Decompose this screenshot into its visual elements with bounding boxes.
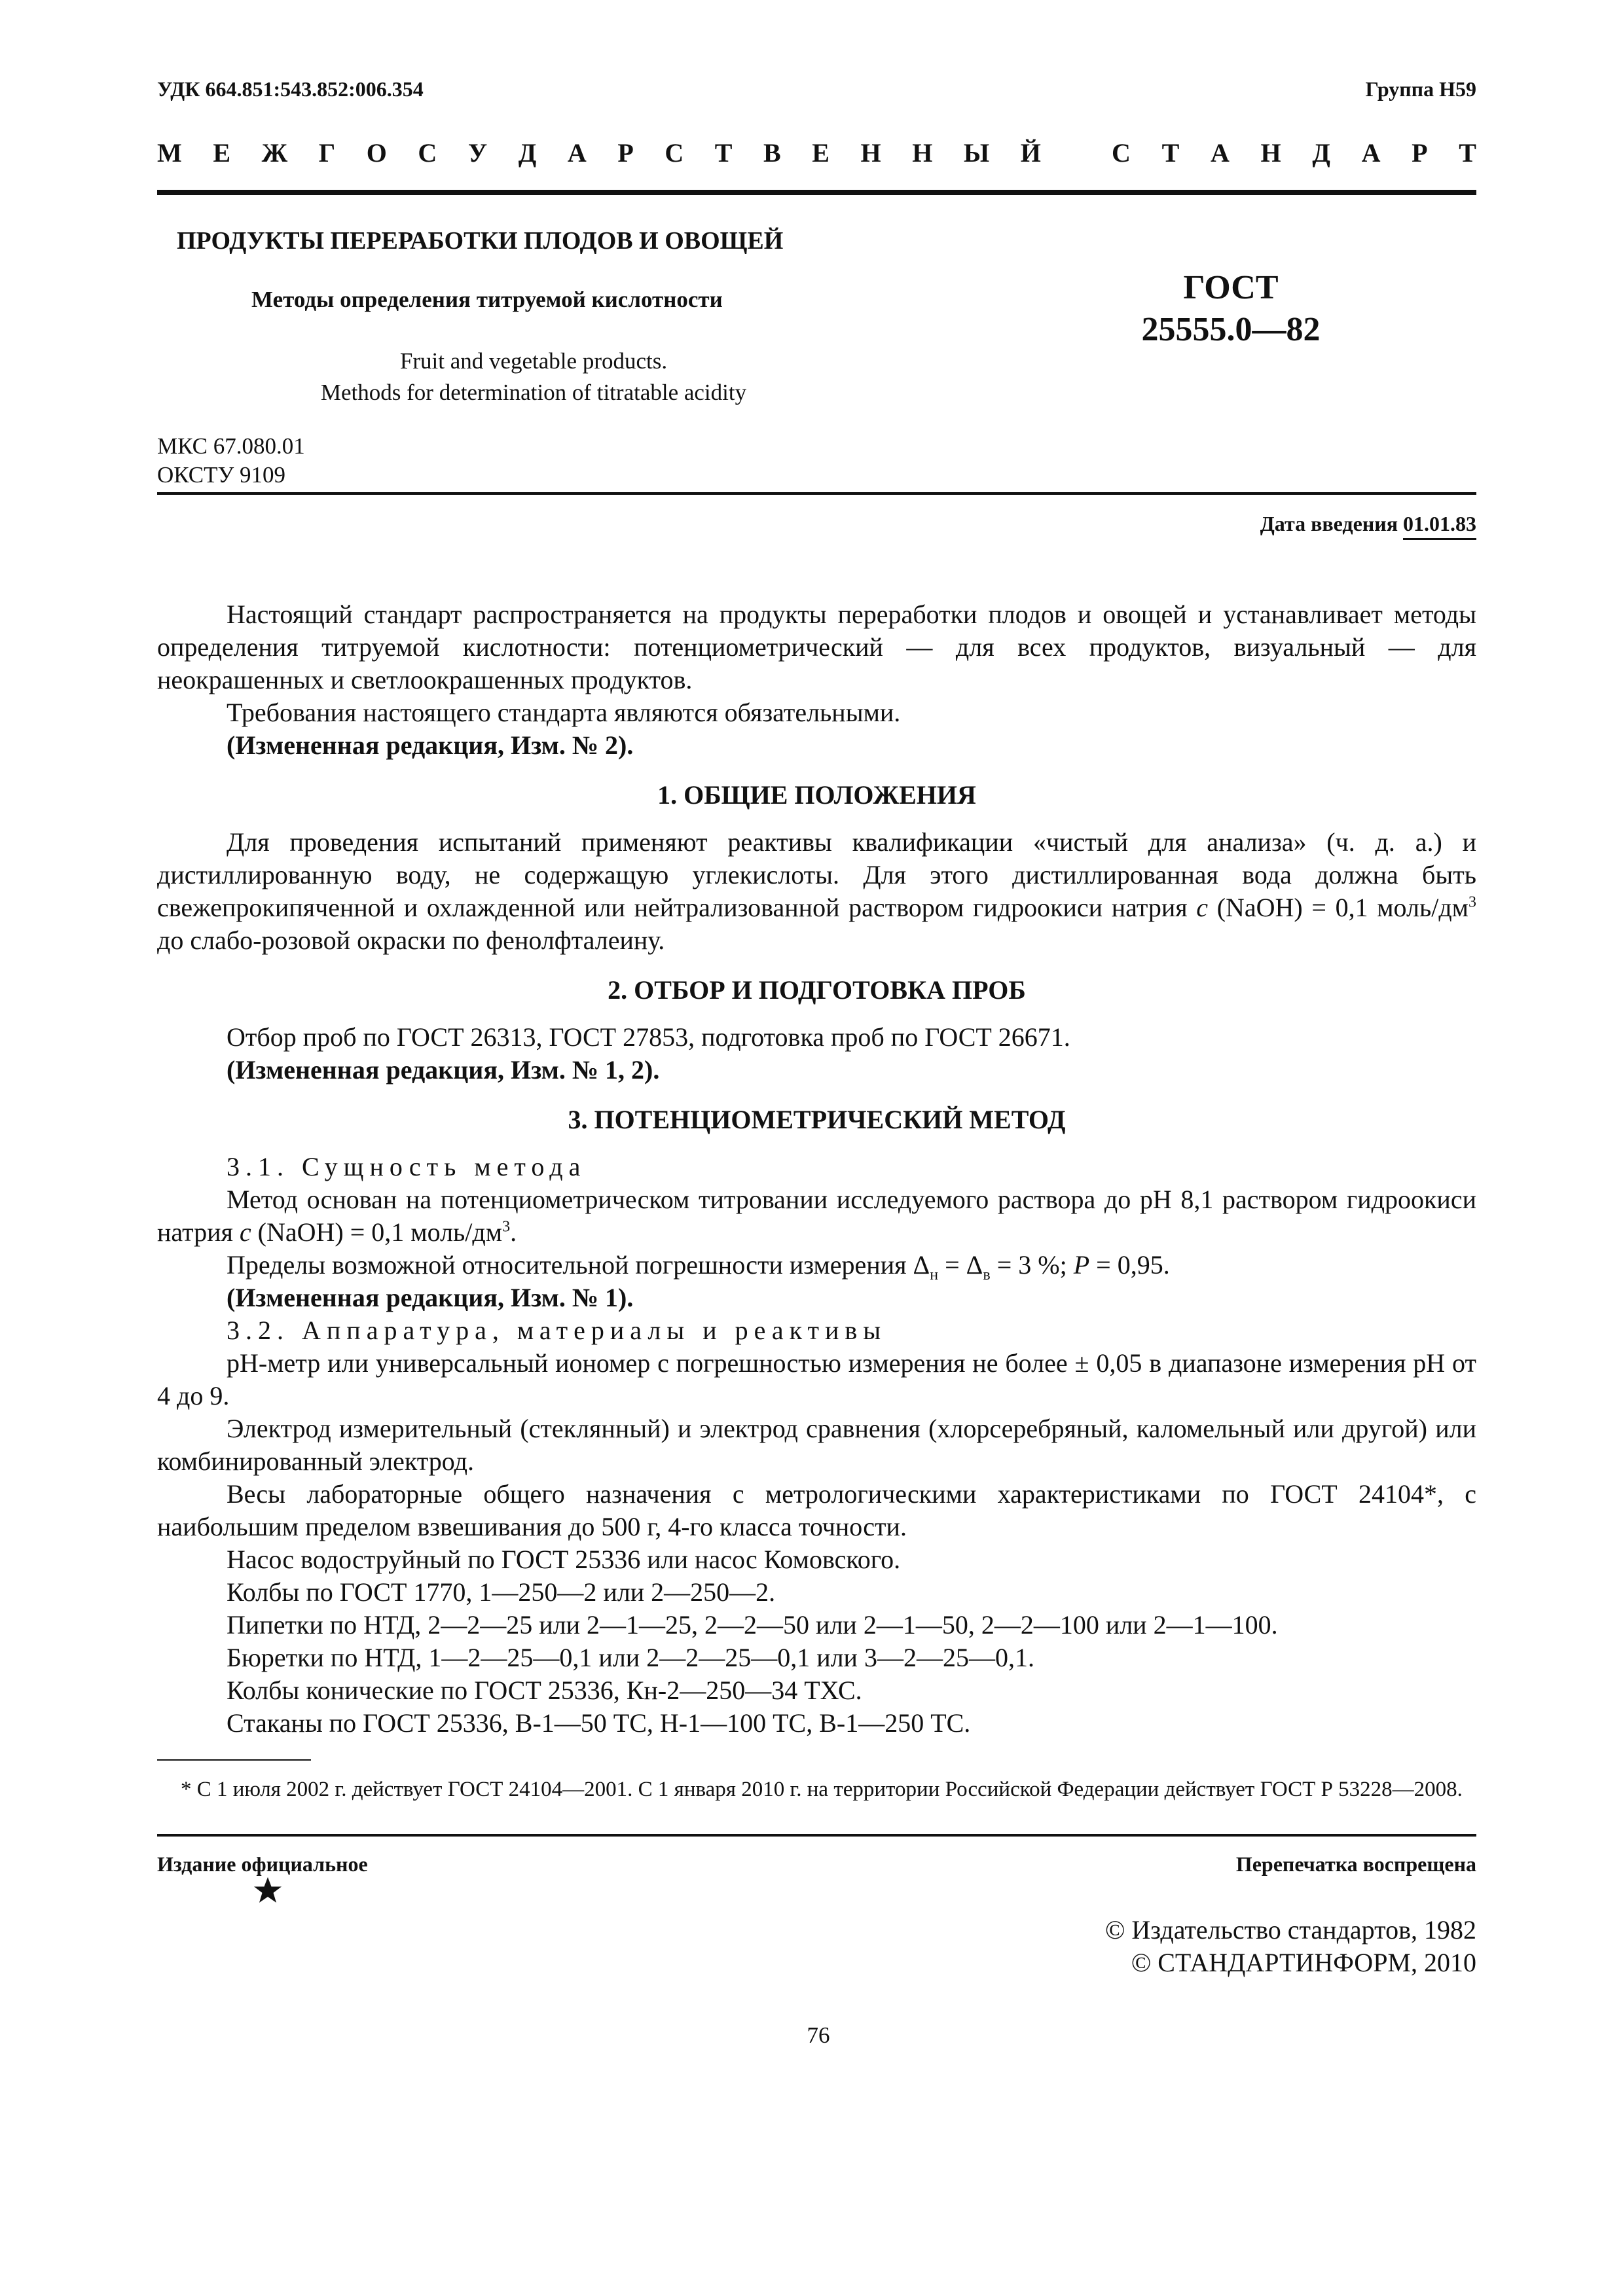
s31-err-a: Пределы возможной относительной погрешности измерения Δ bbox=[227, 1250, 930, 1280]
banner-word2-letter: А bbox=[1210, 138, 1230, 168]
footer-rule bbox=[157, 1834, 1476, 1837]
s31-err-b: = Δ bbox=[938, 1250, 983, 1280]
banner-word1-letter: Д bbox=[518, 138, 537, 168]
banner-word1-letter: Ж bbox=[261, 138, 288, 168]
banner-word2-letter: Т bbox=[1459, 138, 1476, 168]
banner-word1-letter: О bbox=[366, 138, 387, 168]
section-2-heading: 2. ОТБОР И ПОДГОТОВКА ПРОБ bbox=[608, 975, 1026, 1005]
copyright-line-1: © Издательство стандартов, 1982 bbox=[1104, 1915, 1476, 1945]
section-2-paragraph: Отбор проб по ГОСТ 26313, ГОСТ 27853, подготовка проб по ГОСТ 26671. bbox=[227, 1022, 1070, 1052]
s31-err-c: = 3 %; bbox=[990, 1250, 1074, 1280]
banner-word1-letter: Е bbox=[812, 138, 830, 168]
subsection-3-1-amendment: (Измененная редакция, Изм. № 1). bbox=[227, 1283, 634, 1312]
intro-date bbox=[1260, 512, 1476, 536]
udk-code: УДК 664.851:543.852:006.354 bbox=[157, 77, 424, 101]
section-3-heading: 3. ПОТЕНЦИОМЕТРИЧЕСКИЙ МЕТОД bbox=[568, 1105, 1066, 1134]
equipment-item: Пипетки по НТД, 2—2—25 или 2—1—25, 2—2—50 или 2—1—50, 2—2—100 или 2—1—100. bbox=[227, 1610, 1278, 1640]
s1-text-b: (NaOH) = 0,1 моль/дм bbox=[1208, 893, 1468, 922]
equipment-item: Колбы конические по ГОСТ 25336, Кн-2—250—34 ТХС. bbox=[227, 1676, 862, 1705]
s1-var-c: c bbox=[1196, 893, 1209, 922]
equipment-item: Весы лабораторные общего назначения с метрологическими характеристиками по ГОСТ 24104*, с наибольшим пределом взвешивания до 500 г, 4-го класса точности. bbox=[157, 1479, 1476, 1541]
intro-date-value: 01.01.83 bbox=[1403, 512, 1476, 540]
s31-var-c: c bbox=[239, 1217, 251, 1247]
gost-label: ГОСТ bbox=[1183, 269, 1279, 306]
banner-word1-letter: А bbox=[567, 138, 587, 168]
group-code: Группа Н59 bbox=[1365, 77, 1476, 101]
equipment-item: Стаканы по ГОСТ 25336, В-1—50 ТС, Н-1—100 ТС, В-1—250 ТС. bbox=[227, 1708, 971, 1738]
banner-word1-letter: Р bbox=[617, 138, 634, 168]
classifier-codes bbox=[157, 432, 305, 490]
banner-word1-letter: С bbox=[665, 138, 684, 168]
banner-word1-letter: М bbox=[157, 138, 182, 168]
gost-designation bbox=[1100, 267, 1362, 351]
banner-word1-letter: С bbox=[418, 138, 437, 168]
equipment-item: Электрод измерительный (стеклянный) и электрод сравнения (хлорсеребряный, каломельный или другой) или комбинированный электрод. bbox=[157, 1414, 1476, 1476]
equipment-item: Колбы по ГОСТ 1770, 1—250—2 или 2—250—2. bbox=[227, 1577, 776, 1607]
banner-word1-letter: Ы bbox=[963, 138, 990, 168]
okstu-code: ОКСТУ 9109 bbox=[157, 462, 286, 488]
intro-amendment: (Измененная редакция, Изм. № 2). bbox=[227, 730, 634, 760]
s1-sup: 3 bbox=[1468, 893, 1476, 911]
banner-word2-letter: Д bbox=[1312, 138, 1330, 168]
intro-mandatory: Требования настоящего стандарта являются обязательными. bbox=[227, 698, 901, 727]
copyright-line-2: © СТАНДАРТИНФОРМ, 2010 bbox=[1131, 1948, 1476, 1977]
s31-sup: 3 bbox=[502, 1218, 511, 1236]
banner-word1-letter: В bbox=[763, 138, 781, 168]
section-1-heading: 1. ОБЩИЕ ПОЛОЖЕНИЯ bbox=[657, 780, 976, 810]
intro-paragraph: Настоящий стандарт распространяется на продукты переработки плодов и овощей и устанавливает методы определения титруемой кислотности: потенциометрический — для всех продуктов, визуальный — для неокрашенных и светлоокрашенных продуктов. bbox=[157, 600, 1476, 694]
subsection-3-1-error-limits bbox=[157, 1249, 1476, 1282]
english-title-line1: Fruit and vegetable products. bbox=[399, 348, 668, 374]
banner-word2-letter: Н bbox=[1260, 138, 1281, 168]
gost-number: 25555.0—82 bbox=[1141, 311, 1321, 348]
s31-err-sub1: н bbox=[930, 1266, 939, 1283]
s1-text-c: до слабо-розовой окраски по фенолфталеину. bbox=[157, 925, 665, 955]
equipment-item: Насос водоструйный по ГОСТ 25336 или насос Комовского. bbox=[227, 1545, 901, 1574]
english-title-line2: Methods for determination of titratable acidity bbox=[320, 380, 747, 405]
subsection-3-1-title: 3.1. Сущность метода bbox=[227, 1152, 587, 1181]
main-body bbox=[157, 598, 1476, 1740]
subsection-3-1-paragraph bbox=[157, 1183, 1476, 1249]
document-subtitle: Методы определения титруемой кислотности bbox=[251, 287, 723, 312]
official-edition-label: Издание официальное bbox=[157, 1852, 368, 1876]
s31-text-c: . bbox=[510, 1217, 517, 1247]
equipment-item: pH-метр или универсальный иономер с погрешностью измерения не более ± 0,05 в диапазоне измерения pH от 4 до 9. bbox=[157, 1348, 1476, 1410]
intro-date-label: Дата введения bbox=[1260, 512, 1398, 535]
equipment-item: Бюретки по НТД, 1—2—25—0,1 или 2—2—25—0,1 или 3—2—25—0,1. bbox=[227, 1643, 1034, 1672]
banner-word2-letter: Т bbox=[1161, 138, 1180, 168]
section-1-paragraph bbox=[157, 826, 1476, 957]
banner-word2-letter: А bbox=[1361, 138, 1381, 168]
s31-text-a: Метод основан на потенциометрическом титровании исследуемого раствора до pH 8,1 раствором гидроокиси натрия bbox=[157, 1185, 1476, 1247]
banner-word1-letter: Н bbox=[860, 138, 881, 168]
standard-type-banner bbox=[157, 137, 1476, 170]
star-icon bbox=[252, 1874, 283, 1906]
banner-word1-letter: Г bbox=[318, 138, 336, 168]
banner-word1-letter: Й bbox=[1020, 138, 1041, 168]
banner-word1-letter: У bbox=[467, 138, 488, 168]
banner-word1-letter: Т bbox=[714, 138, 733, 168]
banner-word-interstate bbox=[157, 137, 1041, 170]
mks-code: МКС 67.080.01 bbox=[157, 433, 305, 459]
banner-word2-letter: С bbox=[1112, 138, 1131, 168]
s1-text-a: Для проведения испытаний применяют реактивы квалификации «чистый для анализа» (ч. д. а.) и дистиллированную воду, не содержащую углекислоты. Для этого дистиллированная вода должна быть свежепрокипяченной и охлажденной или нейтрализованной раствором гидроокиси натрия bbox=[157, 827, 1476, 922]
footnote-rule bbox=[157, 1759, 311, 1761]
banner-word1-letter: Е bbox=[213, 138, 231, 168]
s31-err-sub2: в bbox=[983, 1266, 991, 1283]
section-2-amendment: (Измененная редакция, Изм. № 1, 2). bbox=[227, 1055, 660, 1085]
banner-word2-letter: Р bbox=[1412, 138, 1428, 168]
document-title: ПРОДУКТЫ ПЕРЕРАБОТКИ ПЛОДОВ И ОВОЩЕЙ bbox=[177, 227, 784, 255]
header-rule bbox=[157, 190, 1476, 195]
footnote: * С 1 июля 2002 г. действует ГОСТ 24104—2001. С 1 января 2010 г. на территории Российской Федерации действует ГОСТ Р 53228—2008. bbox=[181, 1778, 1463, 1801]
banner-word-standard bbox=[1112, 137, 1476, 170]
english-title bbox=[157, 346, 910, 408]
subsection-3-2-title: 3.2. Аппаратура, материалы и реактивы bbox=[227, 1316, 887, 1345]
title-rule bbox=[157, 492, 1476, 495]
s31-err-P: P bbox=[1073, 1250, 1090, 1280]
s31-text-b: (NaOH) = 0,1 моль/дм bbox=[251, 1217, 503, 1247]
equipment-list bbox=[157, 1347, 1476, 1740]
page-number: 76 bbox=[807, 2022, 830, 2048]
banner-word1-letter: Н bbox=[912, 138, 933, 168]
reprint-prohibited-label: Перепечатка воспрещена bbox=[1235, 1852, 1476, 1876]
copyright-block bbox=[1105, 1914, 1476, 1979]
s31-err-d: = 0,95. bbox=[1089, 1250, 1170, 1280]
